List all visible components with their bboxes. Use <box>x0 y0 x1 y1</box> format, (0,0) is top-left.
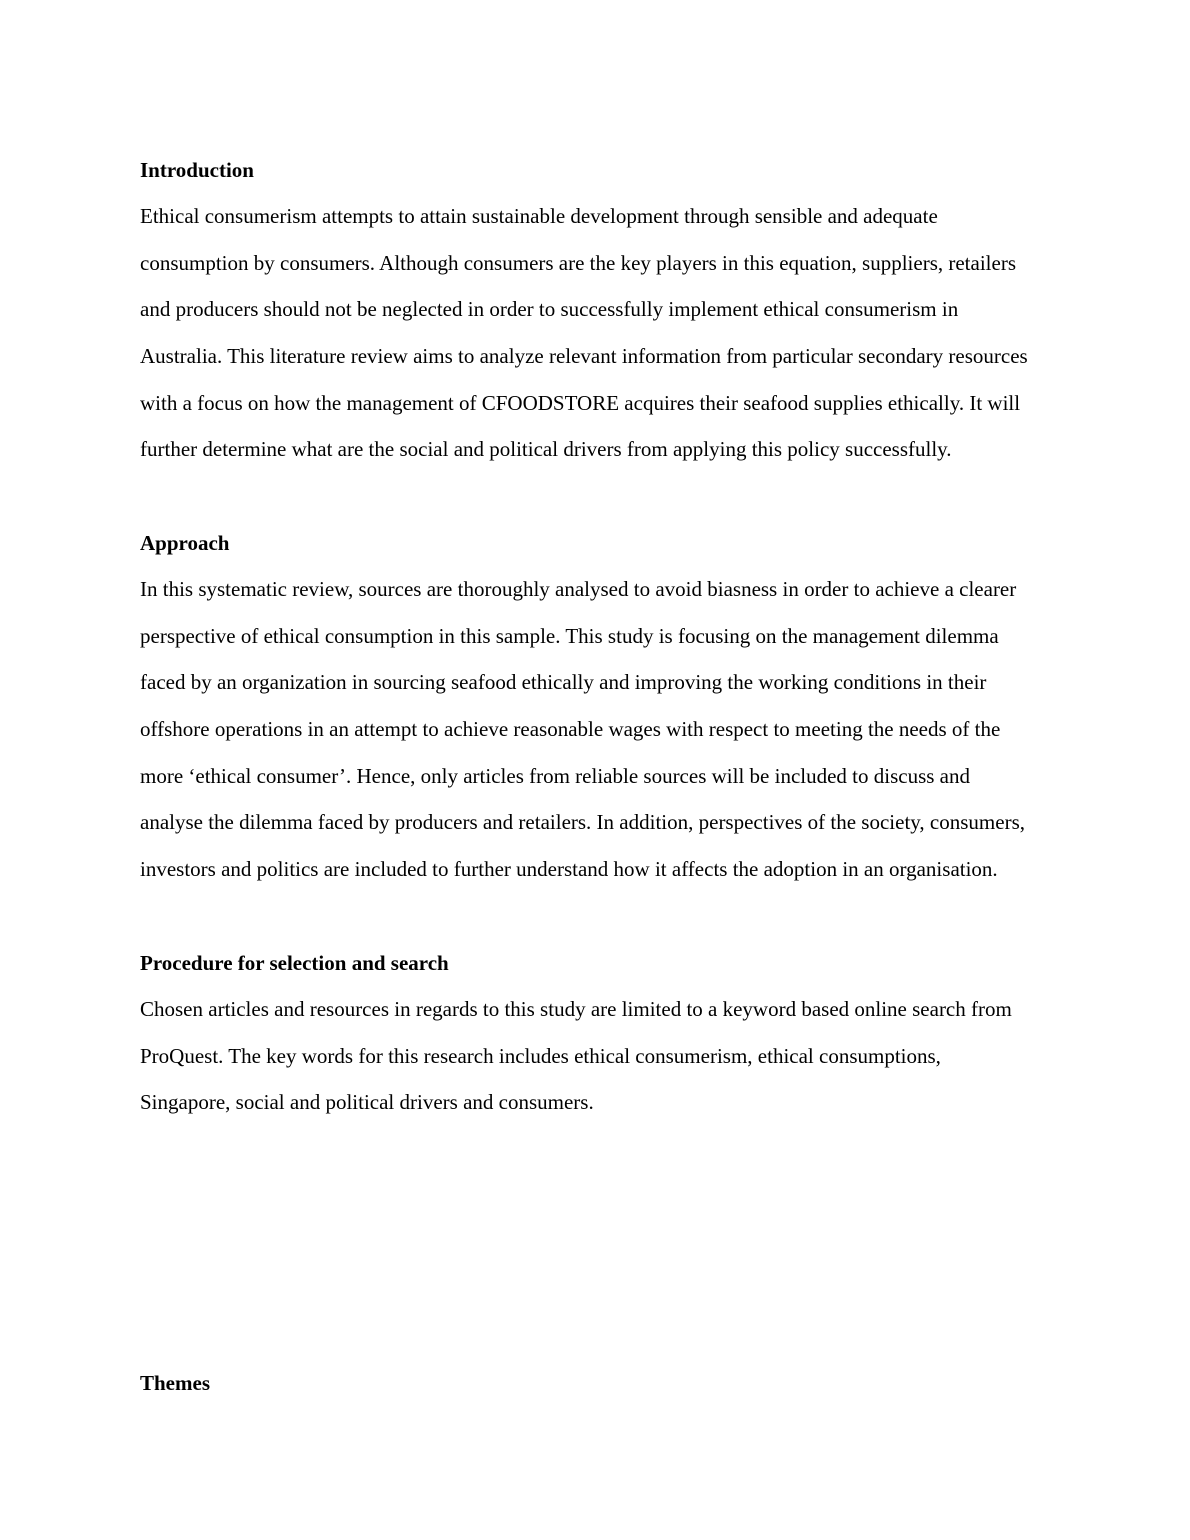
paragraph-line: consumption by consumers. Although consumers are the key players in this equation, suppliers, retailers <box>140 250 1016 275</box>
paragraph-line: Australia. This literature review aims to analyze relevant information from particular secondary resources <box>140 344 1028 369</box>
paragraph-procedure <box>140 986 1050 1126</box>
paragraph-line: perspective of ethical consumption in this sample. This study is focusing on the management dilemma <box>140 623 999 648</box>
paragraph-line: more ‘ethical consumer’. Hence, only articles from reliable sources will be included to discuss and <box>140 763 971 788</box>
section-heading-procedure: Procedure for selection and search <box>140 951 449 975</box>
paragraph-line: and producers should not be neglected in order to successfully implement ethical consumerism in <box>140 297 959 322</box>
paragraph-line: Singapore, social and political drivers and consumers. <box>140 1090 594 1115</box>
paragraph-line: ProQuest. The key words for this research includes ethical consumerism, ethical consumptions, <box>140 1043 941 1068</box>
paragraph-line: faced by an organization in sourcing seafood ethically and improving the working conditions in their <box>140 670 987 695</box>
paragraph-line: offshore operations in an attempt to achieve reasonable wages with respect to meeting the needs of the <box>140 717 1001 742</box>
paragraph-line: Ethical consumerism attempts to attain sustainable development through sensible and adequate <box>140 204 938 228</box>
paragraph-line: further determine what are the social and political drivers from applying this policy successfully. <box>140 437 952 462</box>
paragraph-line: Chosen articles and resources in regards to this study are limited to a keyword based online search from <box>140 997 1012 1021</box>
paragraph-approach <box>140 566 1050 893</box>
paragraph-line: with a focus on how the management of CFOODSTORE acquires their seafood supplies ethically. It will <box>140 390 1021 415</box>
section-heading-introduction: Introduction <box>140 158 254 182</box>
section-heading-themes: Themes <box>140 1371 210 1395</box>
section-heading-approach: Approach <box>140 531 230 555</box>
paragraph-line: investors and politics are included to further understand how it affects the adoption in an organisation. <box>140 857 998 882</box>
paragraph-introduction <box>140 193 1050 473</box>
paragraph-line: analyse the dilemma faced by producers and retailers. In addition, perspectives of the society, consumers, <box>140 810 1025 835</box>
paragraph-line: In this systematic review, sources are thoroughly analysed to avoid biasness in order to achieve a clearer <box>140 577 1017 601</box>
